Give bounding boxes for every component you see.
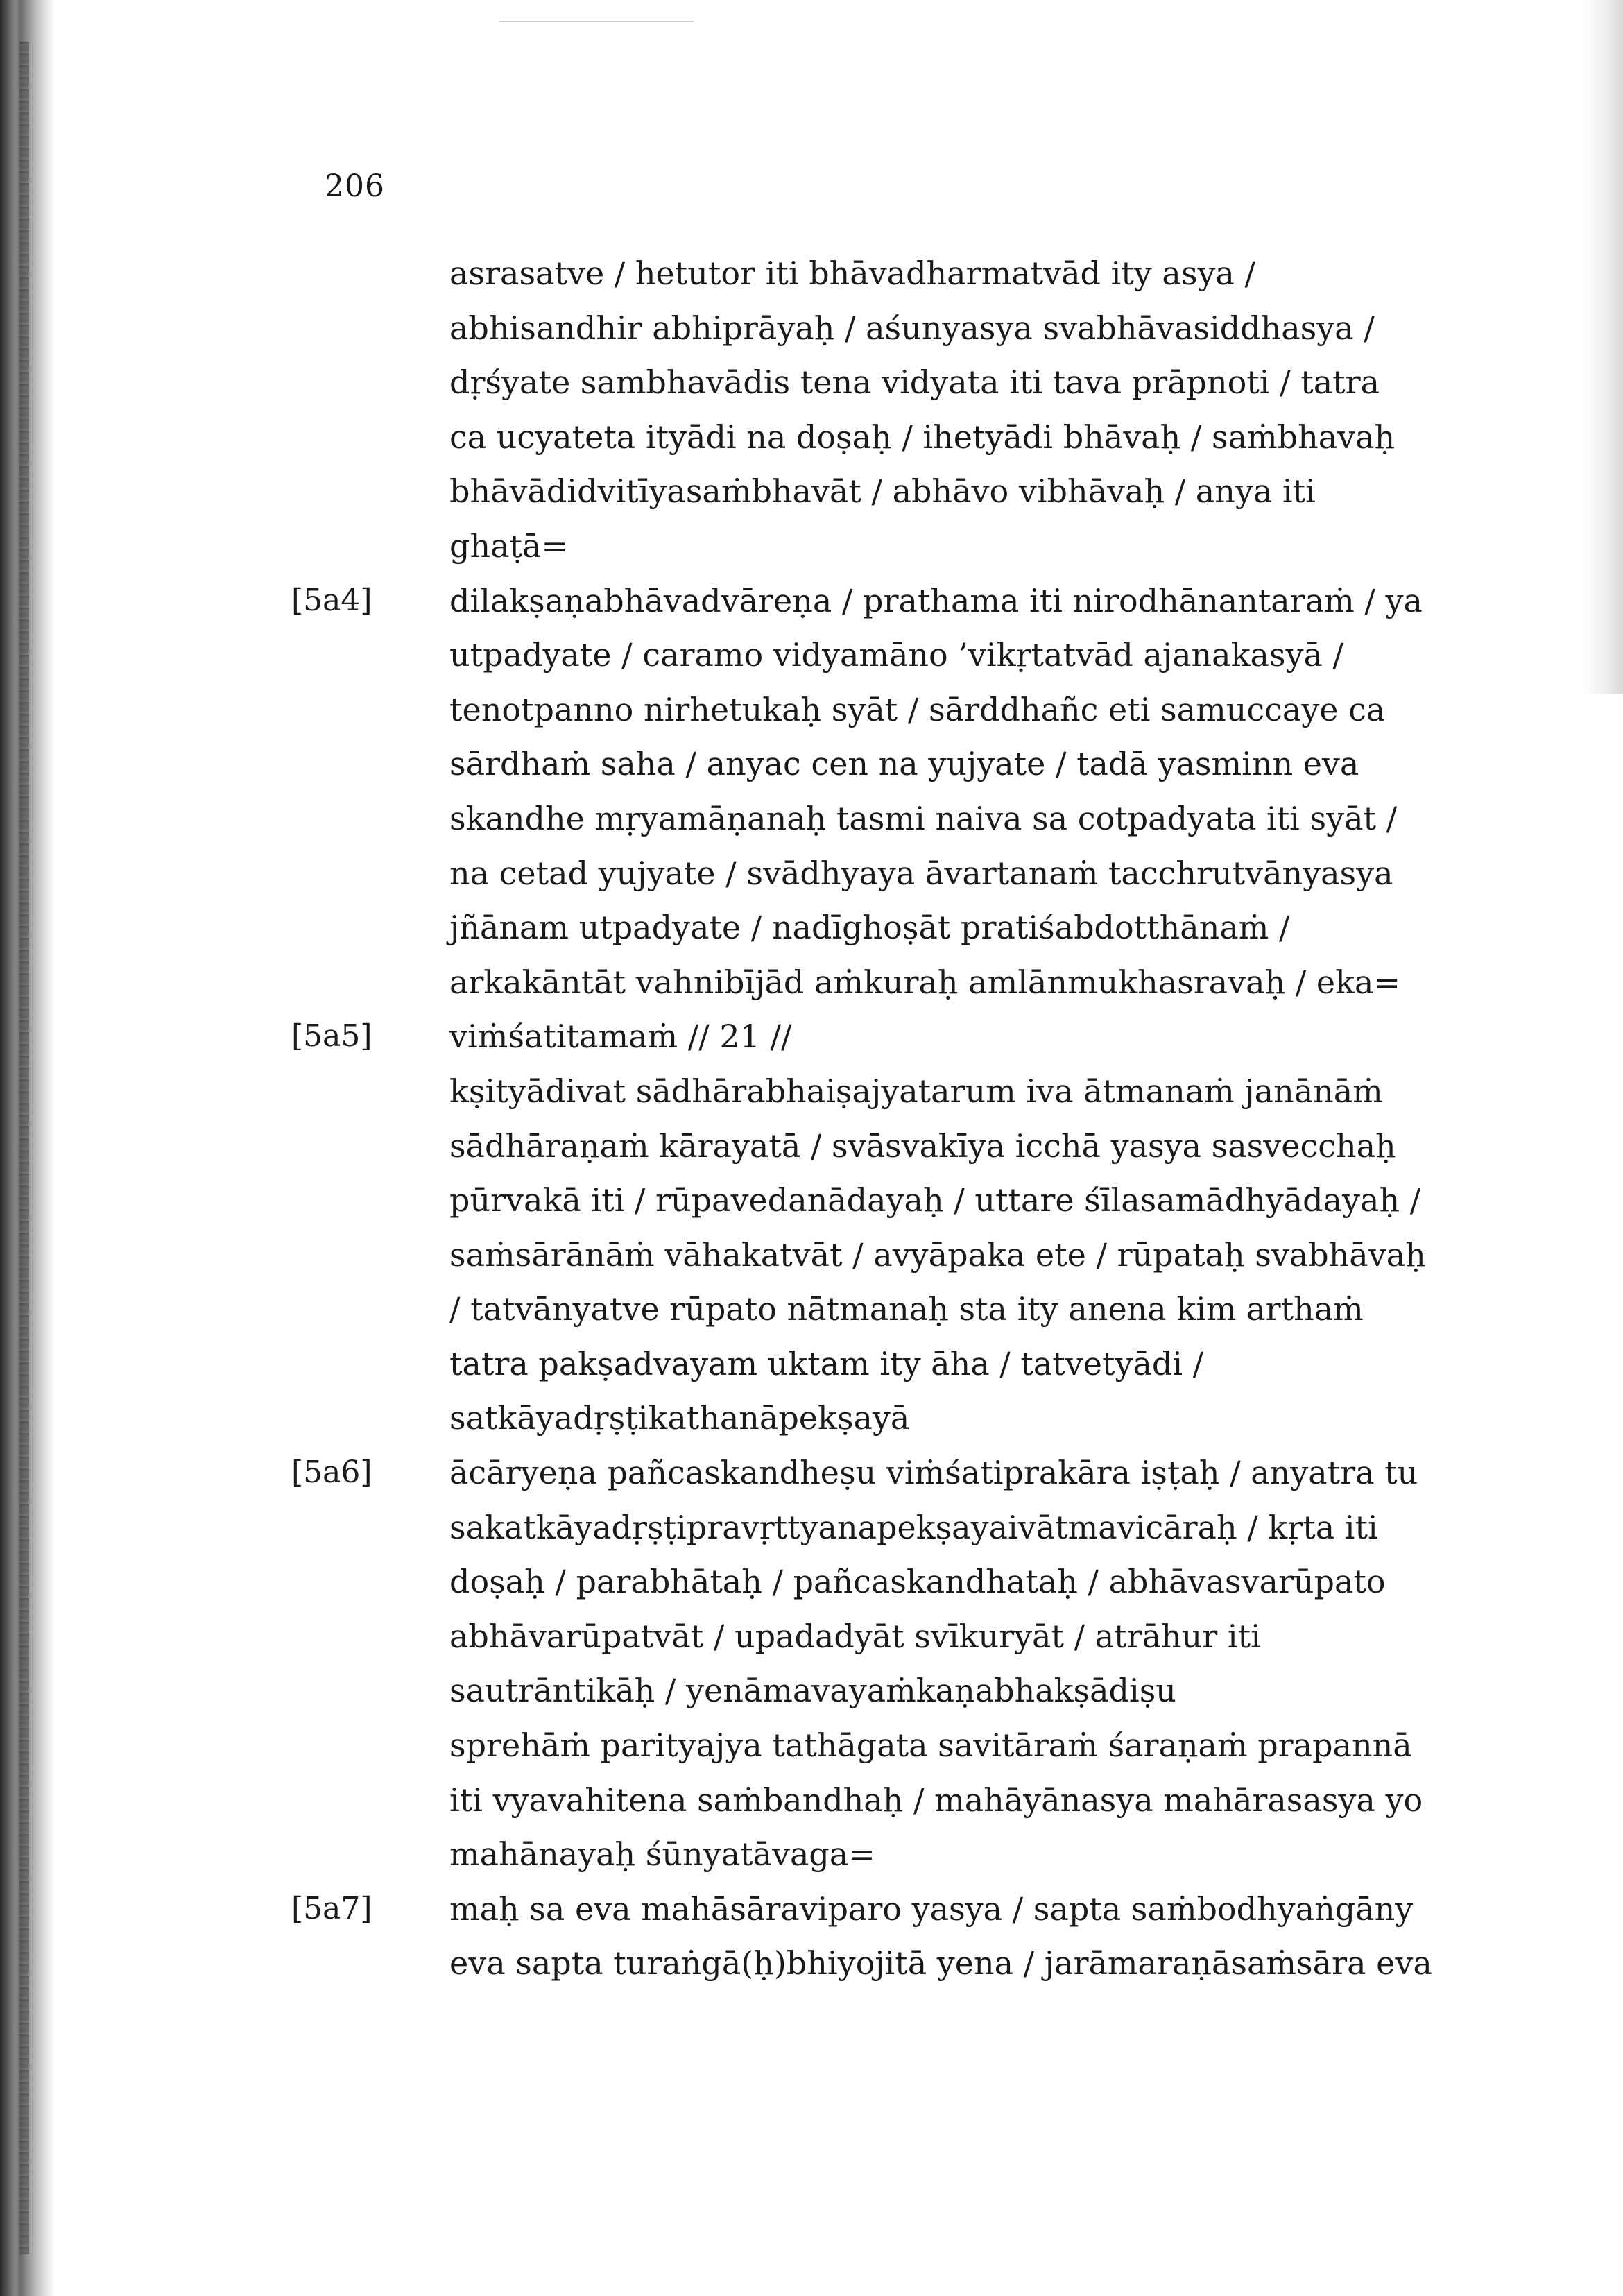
line-text: tatra pakṣadvayam uktam ity āha / tatvetyādi / [449, 1344, 1204, 1382]
text-line [291, 846, 1484, 901]
text-line [291, 1936, 1484, 1991]
text-line [291, 355, 1484, 410]
line-text: ca ucyateta ityādi na doṣaḥ / ihetyādi bhāvaḥ / saṁbhavaḥ [449, 418, 1396, 456]
line-text: / tatvānyatve rūpato nātmanaḥ sta ity anena kim arthaṁ [449, 1290, 1364, 1328]
text-line [291, 410, 1484, 465]
text-line [291, 1827, 1484, 1882]
text-line [291, 1282, 1484, 1337]
line-text: jñānam utpadyate / nadīghoṣāt pratiśabdotthānaṁ / [449, 909, 1290, 947]
text-block [291, 246, 1484, 1991]
text-line [291, 1119, 1484, 1174]
line-text: dilakṣaṇabhāvadvāreṇa / prathama iti nirodhānantaraṁ / ya [449, 581, 1423, 619]
text-line [291, 1173, 1484, 1228]
text-line [291, 1554, 1484, 1609]
text-line [291, 1228, 1484, 1283]
text-line [291, 1500, 1484, 1555]
text-line [291, 955, 1484, 1010]
line-text: mahānayaḥ śūnyatāvaga= [449, 1835, 875, 1874]
line-text: utpadyate / caramo vidyamāno ’vikṛtatvād ajanakasyā / [449, 636, 1344, 674]
line-text: ghaṭā= [449, 526, 568, 565]
text-line [291, 1718, 1484, 1773]
line-text: satkāyadṛṣṭikathanāpekṣayā [449, 1399, 910, 1437]
line-text: sakatkāyadṛṣṭipravṛttyanapekṣayaivātmavicāraḥ / kṛta iti [449, 1508, 1378, 1546]
text-line [291, 1337, 1484, 1391]
text-line [291, 1009, 1484, 1064]
scan-edge [1581, 0, 1623, 694]
line-text: eva sapta turaṅgā(ḥ)bhiyojitā yena / jarāmaraṇāsaṁsāra eva [449, 1944, 1432, 1982]
text-line [291, 1773, 1484, 1828]
line-text: viṁśatitamaṁ // 21 // [449, 1018, 792, 1056]
line-text: kṣityādivat sādhārabhaiṣajyatarum iva ātmanaṁ janānāṁ [449, 1072, 1383, 1110]
folio-marker: [5a4] [291, 582, 372, 618]
text-line [291, 683, 1484, 737]
text-line [291, 900, 1484, 955]
line-text: sprehāṁ parityajya tathāgata savitāraṁ śaraṇaṁ prapannā [449, 1727, 1412, 1765]
line-text: doṣaḥ / parabhātaḥ / pañcaskandhataḥ / abhāvasvarūpato [449, 1563, 1386, 1601]
line-text: iti vyavahitena saṁbandhaḥ / mahāyānasya mahārasasya yo [449, 1781, 1423, 1819]
line-text: sautrāntikāḥ / yenāmavayaṁkaṇabhakṣādiṣu [449, 1672, 1176, 1710]
line-text: tenotpanno nirhetukaḥ syāt / sārddhañc eti samuccaye ca [449, 690, 1386, 728]
folio-marker: [5a7] [291, 1890, 372, 1926]
line-text: arkakāntāt vahnibījād aṁkuraḥ amlānmukhasravaḥ / eka= [449, 963, 1400, 1001]
text-line [291, 519, 1484, 574]
line-text: ācāryeṇa pañcaskandheṣu viṁśatiprakāra iṣṭaḥ / anyatra tu [449, 1454, 1418, 1492]
text-line [291, 301, 1484, 356]
line-text: abhisandhir abhiprāyaḥ / aśunyasya svabhāvasiddhasya / [449, 309, 1375, 347]
text-line [291, 464, 1484, 519]
line-text: na cetad yujyate / svādhyaya āvartanaṁ tacchrutvānyasya [449, 854, 1393, 892]
line-text: pūrvakā iti / rūpavedanādayaḥ / uttare śīlasamādhyādayaḥ / [449, 1181, 1421, 1219]
text-line [291, 1882, 1484, 1937]
text-line [291, 737, 1484, 791]
text-line [291, 1663, 1484, 1718]
binding-edge [19, 42, 29, 2254]
text-line [291, 628, 1484, 683]
line-text: sādhāraṇaṁ kārayatā / svāsvakīya icchā yasya sasvecchaḥ [449, 1126, 1396, 1165]
line-text: maḥ sa eva mahāsāraviparo yasya / sapta saṁbodhyaṅgāny [449, 1890, 1414, 1928]
line-text: saṁsārānāṁ vāhakatvāt / avyāpaka ete / rūpataḥ svabhāvaḥ [449, 1235, 1426, 1274]
line-text: skandhe mṛyamāṇanaḥ tasmi naiva sa cotpadyata iti syāt / [449, 799, 1398, 837]
scan-mark [499, 21, 694, 22]
line-text: abhāvarūpatvāt / upadadyāt svīkuryāt / atrāhur iti [449, 1617, 1261, 1655]
page-number: 206 [325, 169, 385, 204]
text-line [291, 1391, 1484, 1446]
line-text: asrasatve / hetutor iti bhāvadharmatvād ity asya / [449, 255, 1255, 292]
text-line [291, 574, 1484, 628]
line-text: bhāvādidvitīyasaṁbhavāt / abhāvo vibhāvaḥ / anya iti [449, 472, 1316, 511]
text-line [291, 1064, 1484, 1119]
text-line [291, 1446, 1484, 1500]
text-line [291, 1609, 1484, 1664]
line-text: sārdhaṁ saha / anyac cen na yujyate / tadā yasminn eva [449, 745, 1359, 783]
text-line [291, 791, 1484, 846]
text-line [291, 246, 1484, 301]
line-text: dṛśyate sambhavādis tena vidyata iti tava prāpnoti / tatra [449, 363, 1380, 402]
folio-marker: [5a6] [291, 1455, 372, 1491]
folio-marker: [5a5] [291, 1018, 372, 1054]
